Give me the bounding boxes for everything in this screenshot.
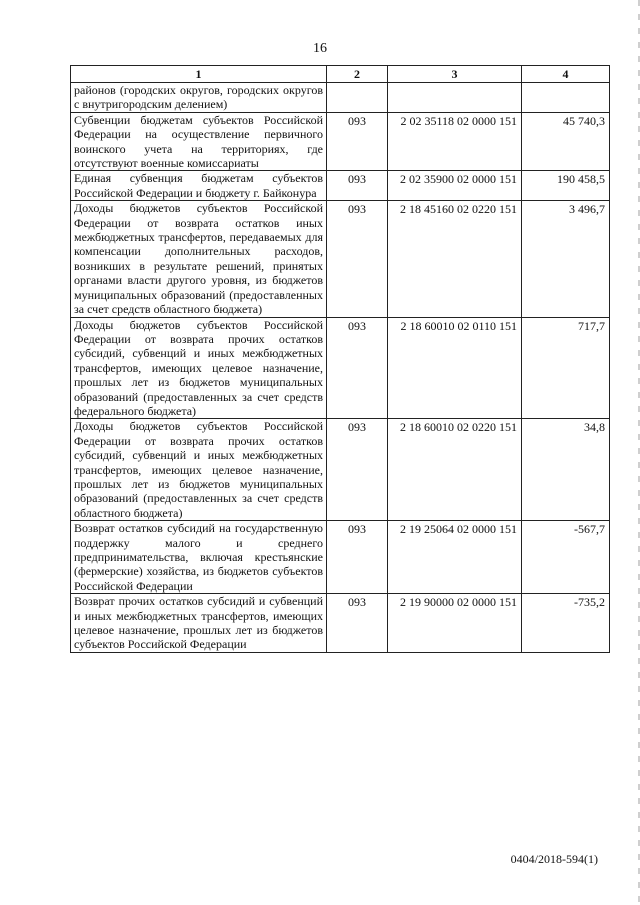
row-admin-code-cell: 093 [327,521,388,594]
table-row [71,83,610,113]
table-row [71,317,610,419]
table-row [71,171,610,201]
row-kbk-cell: 2 02 35900 02 0000 151 [388,171,522,201]
table-row [71,201,610,317]
row-admin-code-cell: 093 [327,171,388,201]
revenue-table [70,65,610,653]
row-admin-code-cell: 093 [327,594,388,653]
row-kbk-cell [388,83,522,113]
row-kbk-cell: 2 19 25064 02 0000 151 [388,521,522,594]
row-amount-cell: 34,8 [522,419,610,521]
row-admin-code-cell: 093 [327,317,388,419]
table-header [71,66,610,83]
row-amount-cell: -567,7 [522,521,610,594]
page-number: 16 [313,41,327,56]
row-admin-code-cell [327,83,388,113]
row-kbk-cell: 2 18 60010 02 0110 151 [388,317,522,419]
table-row [71,419,610,521]
row-amount-cell [522,83,610,113]
table-row [71,112,610,171]
header-col-2: 2 [327,66,388,83]
row-amount-cell: 717,7 [522,317,610,419]
row-name-cell: Возврат остатков субсидий на государственную поддержку малого и среднего предпринимательства, включая крестьянские (фермерские) хозяйства, из бюджетов субъектов Российской Федерации [71,521,327,594]
row-name-cell: Возврат прочих остатков субсидий и субвенций и иных межбюджетных трансфертов, имеющих целевое назначение, прошлых лет из бюджетов субъектов Российской Федерации [71,594,327,653]
row-amount-cell: 3 496,7 [522,201,610,317]
document-footer-code: 0404/2018-594(1) [510,852,598,866]
row-admin-code-cell: 093 [327,419,388,521]
row-name-cell: Субвенции бюджетам субъектов Российской Федерации на осуществление первичного воинского учета на территориях, где отсутствуют военные комиссариаты [71,112,327,171]
row-name-cell: районов (городских округов, городских округов с внутригородским делением) [71,83,327,113]
header-col-3: 3 [388,66,522,83]
row-amount-cell: -735,2 [522,594,610,653]
row-amount-cell: 190 458,5 [522,171,610,201]
table-body [71,83,610,653]
header-col-4: 4 [522,66,610,83]
row-name-cell: Единая субвенция бюджетам субъектов Российской Федерации и бюджету г. Байконура [71,171,327,201]
row-admin-code-cell: 093 [327,112,388,171]
row-kbk-cell: 2 18 45160 02 0220 151 [388,201,522,317]
row-name-cell: Доходы бюджетов субъектов Российской Федерации от возврата прочих остатков субсидий, субвенций и иных межбюджетных трансфертов, имеющих целевое назначение, прошлых лет из бюджетов муниципальных образований (предоставленных за счет средств областного бюджета) [71,419,327,521]
table-row [71,521,610,594]
row-name-cell: Доходы бюджетов субъектов Российской Федерации от возврата остатков иных межбюджетных трансфертов, передаваемых для компенсации дополнительных расходов, возникших в результате решений, принятых органами власти другого уровня, из бюджетов муниципальных образований (предоставленных за счет средств областного бюджета) [71,201,327,317]
header-col-1: 1 [71,66,327,83]
row-kbk-cell: 2 18 60010 02 0220 151 [388,419,522,521]
row-kbk-cell: 2 19 90000 02 0000 151 [388,594,522,653]
row-admin-code-cell: 093 [327,201,388,317]
row-amount-cell: 45 740,3 [522,112,610,171]
row-name-cell: Доходы бюджетов субъектов Российской Федерации от возврата прочих остатков субсидий, субвенций и иных межбюджетных трансфертов, имеющих целевое назначение, прошлых лет из бюджетов муниципальных образований (предоставленных за счет средств федерального бюджета) [71,317,327,419]
header-row [71,66,610,83]
table-row [71,594,610,653]
row-kbk-cell: 2 02 35118 02 0000 151 [388,112,522,171]
